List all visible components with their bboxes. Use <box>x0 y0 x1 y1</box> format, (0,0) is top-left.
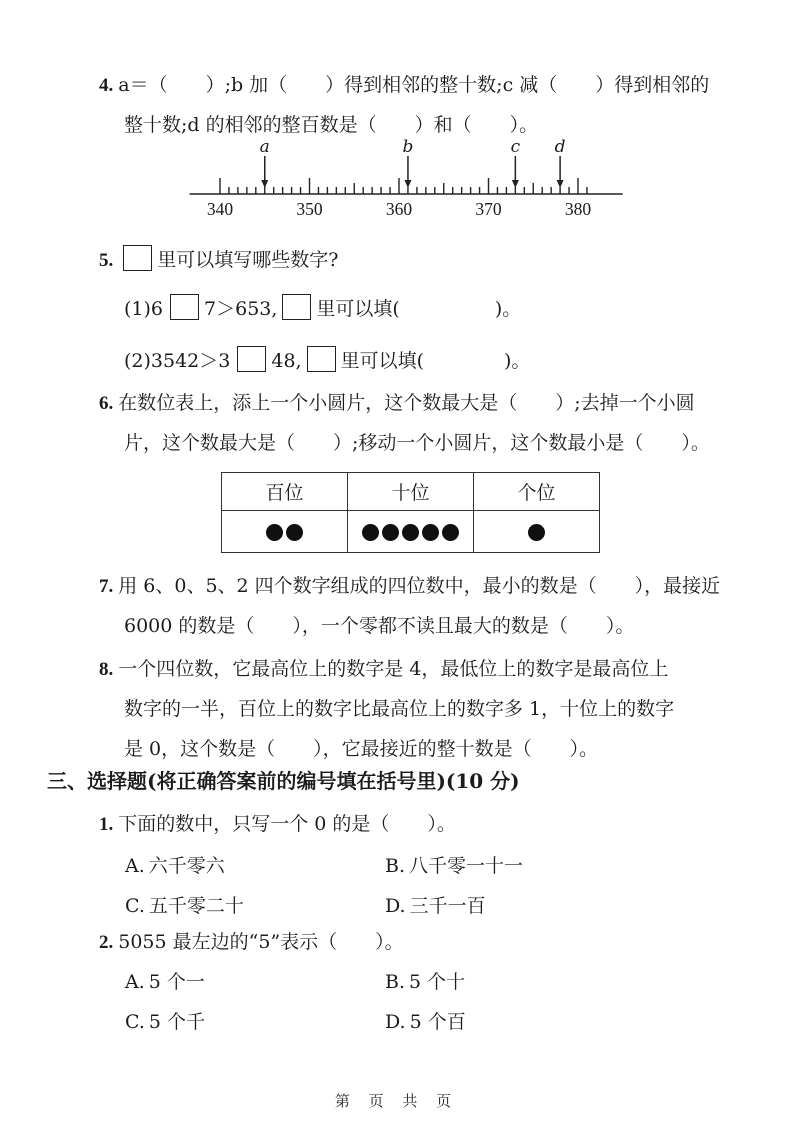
sub1-mid: 7＞653, <box>204 298 278 320</box>
section-3-title: 三、选择题(将正确答案前的编号填在括号里)(10 分) <box>47 769 520 793</box>
mc-question-2-stem: 5055 最左边的“5”表示（ ）。 <box>118 931 404 953</box>
dots-cell-1 <box>348 511 474 553</box>
page-footer: 第 页 共 页 <box>334 1092 459 1110</box>
question-8-line-2 <box>124 696 674 722</box>
question-8-text-3: 是 0，这个数是（ ），它最接近的整十数是（ ）。 <box>124 738 599 760</box>
blank-box <box>237 346 266 372</box>
question-8-line-1 <box>99 656 668 683</box>
counter-dot <box>362 524 379 541</box>
question-8-line-3 <box>124 736 598 762</box>
question-5-sub-2 <box>124 346 530 374</box>
mc1-option-d <box>385 891 486 918</box>
question-7-line-2 <box>124 613 634 639</box>
sub2-close: )。 <box>504 350 531 372</box>
mc1-option-d-text: 三千一百 <box>409 895 486 917</box>
mc1-option-a-text: 六千零六 <box>148 855 225 877</box>
mc2-option-c-text: 5 个千 <box>148 1011 206 1033</box>
mc1-option-b-label: B. <box>385 855 406 877</box>
sub2-mid: 48, <box>271 350 302 372</box>
mc-question-2 <box>99 929 404 956</box>
counter-dot <box>422 524 439 541</box>
mc2-option-d-label: D. <box>385 1011 406 1033</box>
mc2-option-d <box>385 1007 466 1034</box>
question-7-line-1 <box>99 573 720 600</box>
place-value-table <box>221 472 600 553</box>
question-5-intro-text: 里可以填写哪些数字? <box>157 249 339 271</box>
mc1-option-b-text: 八千零一十一 <box>409 855 524 877</box>
question-7-text-1: 用 6、0、5、2 四个数字组成的四位数中，最小的数是（ ），最接近 <box>118 575 721 597</box>
blank-box <box>123 245 152 271</box>
svg-text:c: c <box>510 137 521 157</box>
svg-text:d: d <box>554 137 566 157</box>
question-4-line-2 <box>124 112 538 138</box>
question-8-text-2: 数字的一半，百位上的数字比最高位上的数字多 1，十位上的数字 <box>124 698 675 720</box>
sub2-pre: (2)3542＞3 <box>124 350 231 372</box>
svg-text:360: 360 <box>385 199 413 219</box>
sub1-close: )。 <box>494 298 522 320</box>
question-7-text-2: 6000 的数是（ ），一个零都不读且最大的数是（ ）。 <box>124 615 635 637</box>
question-6-text-1: 在数位表上，添上一个小圆片，这个数最大是（ ）;去掉一个小圆 <box>118 392 695 414</box>
mc2-option-a-text: 5 个一 <box>148 971 205 993</box>
counter-dot <box>266 524 283 541</box>
question-8-number: 8. <box>99 659 114 680</box>
mc2-option-b <box>385 967 465 994</box>
question-4-line-1 <box>99 72 709 99</box>
question-5-sub-1 <box>124 294 521 322</box>
mc2-option-a-label: A. <box>125 971 145 993</box>
header-ones: 个位 <box>474 473 600 511</box>
mc1-option-d-label: D. <box>385 895 406 917</box>
counter-dot <box>286 524 303 541</box>
place-value-dots-row <box>222 511 600 553</box>
counter-dot <box>382 524 399 541</box>
question-4-text-2: 整十数;d 的相邻的整百数是（ ）和（ ）。 <box>124 114 539 136</box>
question-5-intro <box>99 245 338 274</box>
question-6-text-2: 片，这个数最大是（ ）;移动一个小圆片，这个数最小是（ ）。 <box>124 432 710 454</box>
blank-box <box>282 294 311 320</box>
place-value-header-row <box>222 473 600 511</box>
sub1-pre: (1)6 <box>124 298 164 320</box>
number-line-svg <box>150 136 655 232</box>
question-4-number: 4. <box>99 75 114 96</box>
mc1-option-c-text: 五千零二十 <box>148 895 244 917</box>
question-4-text-1: a＝（ ）;b 加（ ）得到相邻的整十数;c 减（ ）得到相邻的 <box>118 74 710 96</box>
svg-text:350: 350 <box>296 199 323 219</box>
svg-text:370: 370 <box>475 199 502 219</box>
mc2-option-d-text: 5 个百 <box>409 1011 466 1033</box>
mc1-option-c-label: C. <box>125 895 145 917</box>
counter-dot <box>528 524 545 541</box>
counter-dot <box>402 524 419 541</box>
question-6-line-2 <box>124 430 710 456</box>
svg-text:380: 380 <box>564 199 592 219</box>
number-line-diagram <box>150 136 655 232</box>
svg-text:b: b <box>402 137 414 157</box>
mc2-option-b-text: 5 个十 <box>409 971 466 993</box>
mc2-option-c-label: C. <box>125 1011 145 1033</box>
question-6-line-1 <box>99 390 695 417</box>
mc2-option-c <box>125 1007 205 1034</box>
mc-question-1-number: 1. <box>99 814 114 835</box>
sub1-post: 里可以填( <box>316 298 400 320</box>
svg-text:340: 340 <box>206 199 234 219</box>
svg-text:a: a <box>259 137 270 157</box>
blank-box <box>307 346 336 372</box>
mc-question-2-number: 2. <box>99 932 114 953</box>
mc1-option-a-label: A. <box>125 855 145 877</box>
question-7-number: 7. <box>99 576 114 597</box>
mc2-option-a <box>125 967 205 994</box>
question-6-number: 6. <box>99 393 114 414</box>
dots-cell-2 <box>474 511 600 553</box>
header-hundreds: 百位 <box>222 473 348 511</box>
mc2-option-b-label: B. <box>385 971 406 993</box>
mc-question-1 <box>99 811 456 838</box>
mc-question-1-stem: 下面的数中，只写一个 0 的是（ ）。 <box>118 813 456 835</box>
blank-box <box>170 294 199 320</box>
header-tens: 十位 <box>348 473 474 511</box>
dots-cell-0 <box>222 511 348 553</box>
mc1-option-a <box>125 851 225 878</box>
mc1-option-b <box>385 851 523 878</box>
counter-dot <box>442 524 459 541</box>
sub2-post: 里可以填( <box>340 350 424 372</box>
question-8-text-1: 一个四位数，它最高位上的数字是 4，最低位上的数字是最高位上 <box>118 658 669 680</box>
question-5-number: 5. <box>99 250 114 271</box>
mc1-option-c <box>125 891 244 918</box>
